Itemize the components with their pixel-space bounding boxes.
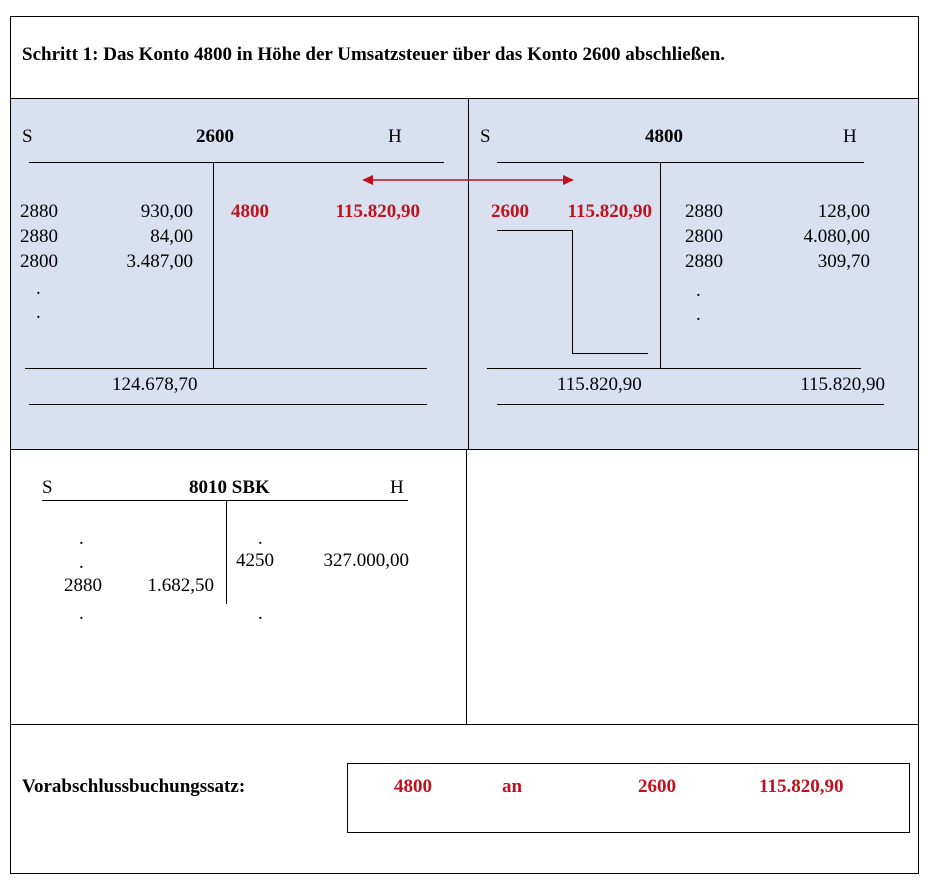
account-title: 8010 SBK [189,477,270,498]
sum-top-line [25,368,427,369]
haben-label: H [388,126,402,147]
entry-konto-highlight: 4800 [231,201,269,222]
buchungssatz-label: Vorabschlussbuchungssatz: [22,776,246,797]
sum-value: 124.678,70 [112,374,198,395]
continuation-dot: . [258,528,263,549]
buchungssatz-an: an [502,776,523,797]
entry-konto: 2880 [685,251,723,272]
soll-label: S [480,126,491,147]
sum-top-line [487,368,861,369]
t-account-center-line [660,162,661,369]
continuation-dot: . [36,302,41,323]
soll-label: S [22,126,33,147]
sum-bottom-line [29,404,427,405]
haben-label: H [843,126,857,147]
entry-konto: 2880 [64,575,102,596]
buchungssatz-haben-konto: 2600 [638,776,676,797]
account-title: 4800 [645,126,683,147]
lower-column-divider [466,449,467,724]
buchhalternase-bottom [572,353,648,354]
soll-label: S [42,477,53,498]
continuation-dot: . [36,278,41,299]
bottom-divider [10,724,919,725]
continuation-dot: . [79,528,84,549]
continuation-dot: . [696,280,701,301]
entry-betrag: 84,00 [150,226,193,247]
sum-value: 115.820,90 [557,374,642,395]
top-column-divider [468,98,469,450]
page-title: Schritt 1: Das Konto 4800 in Höhe der Umsatzsteuer über das Konto 2600 abschließen. [22,44,726,65]
continuation-dot: . [79,603,84,624]
account-title: 2600 [196,126,234,147]
t-account-top-line [497,162,864,163]
entry-betrag: 128,00 [817,201,870,222]
buchungssatz-betrag: 115.820,90 [759,776,844,797]
transfer-arrow-icon [362,172,574,188]
middle-divider [10,449,919,450]
sum-value: 115.820,90 [800,374,885,395]
continuation-dot: . [258,603,263,624]
sum-bottom-line [497,404,884,405]
continuation-dot: . [79,552,84,573]
haben-label: H [390,477,404,498]
buchungssatz-soll-konto: 4800 [394,776,432,797]
entry-betrag: 309,70 [817,251,870,272]
entry-betrag: 930,00 [140,201,193,222]
buchhalternase-top [497,230,572,231]
t-account-center-line [213,162,214,369]
t-account-top-line [42,500,408,501]
entry-betrag-highlight: 115.820,90 [567,201,652,222]
entry-konto-highlight: 2600 [491,201,529,222]
entry-konto: 2880 [20,226,58,247]
entry-konto: 4250 [236,550,274,571]
header-divider [10,98,919,99]
entry-betrag: 1.682,50 [147,575,214,596]
buchhalternase-vertical [572,230,573,354]
entry-konto: 2880 [20,201,58,222]
entry-betrag: 4.080,00 [803,226,870,247]
t-account-top-line [29,162,444,163]
entry-betrag: 3.487,00 [126,251,193,272]
buchungssatz-box [347,763,910,833]
entry-betrag: 327.000,00 [323,550,409,571]
continuation-dot: . [696,304,701,325]
document-frame [10,16,919,874]
t-account-center-line [226,500,227,604]
entry-konto: 2800 [20,251,58,272]
entry-betrag-highlight: 115.820,90 [335,201,420,222]
entry-konto: 2800 [685,226,723,247]
entry-konto: 2880 [685,201,723,222]
